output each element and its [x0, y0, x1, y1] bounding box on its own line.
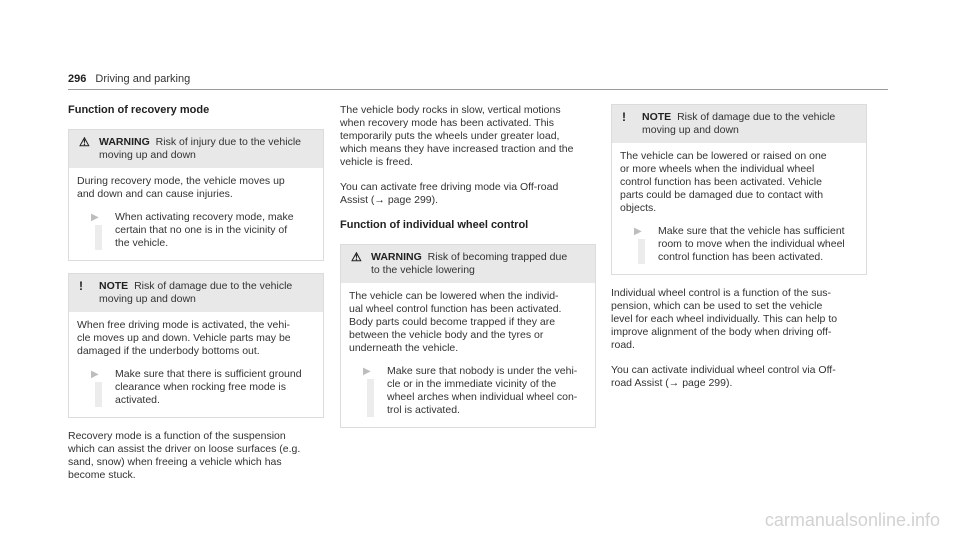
text-line: sand, snow) when freeing a vehicle which has: [68, 456, 282, 468]
header-rule: [68, 89, 888, 90]
text-line: temporarily puts the wheels under greater load,: [340, 130, 560, 142]
text-line: wheel arches when individual wheel con-: [387, 391, 578, 403]
column-1: [68, 104, 324, 494]
action-step: [91, 368, 315, 407]
note-box-wheel-damage: [611, 104, 867, 275]
note-text: [77, 319, 315, 358]
note-label: NOTE: [642, 111, 672, 123]
warning-box-body: [69, 168, 323, 260]
warning-box-header: [69, 130, 323, 168]
section-title: Driving and parking: [95, 73, 191, 85]
action-bar: [367, 379, 374, 417]
text-line: You can activate free driving mode via Off-road: [340, 181, 559, 193]
text-line: room to move when the individual wheel: [658, 238, 845, 250]
paragraph-activate-wheel-control: [611, 364, 867, 390]
text-line: Make sure that nobody is under the vehi-: [387, 365, 578, 377]
action-arrow-icon: ▶: [363, 366, 371, 377]
warning-box-injury: [68, 129, 324, 261]
text-line: cle or in the immediate vicinity of the: [387, 378, 557, 390]
text-line: control function has been activated. Vehicle: [620, 176, 822, 188]
text-line: parts could be damaged due to contact with: [620, 189, 824, 201]
warning-title-line: Risk of injury due to the vehicle: [155, 136, 301, 148]
text-line: During recovery mode, the vehicle moves up: [77, 175, 285, 187]
text-line: cle moves up and down. Vehicle parts may be: [77, 332, 291, 344]
paragraph-individual-wheel: [611, 287, 867, 352]
warning-triangle-icon: ⚠: [79, 135, 90, 149]
text-line: Make sure that there is sufficient ground: [115, 368, 302, 380]
text-line: when recovery mode has been activated. This: [340, 117, 555, 129]
text-line: certain that no one is in the vicinity of: [115, 224, 288, 236]
text-line: level for each wheel individually. This can help to: [611, 313, 838, 325]
text-line: The vehicle can be lowered when the individ-: [349, 290, 559, 302]
note-title-line: moving up and down: [642, 124, 739, 136]
paragraph-offroad-assist: [340, 181, 596, 207]
note-box-header: [612, 105, 866, 143]
warning-label: WARNING: [371, 251, 422, 263]
text-line: road.: [611, 339, 635, 351]
text-line: between the vehicle body and the tyres or: [349, 329, 544, 341]
page-number: 296: [68, 73, 87, 85]
text-line: Make sure that the vehicle has sufficient: [658, 225, 845, 237]
text-line: Body parts could become trapped if they are: [349, 316, 556, 328]
text-line: pension, which can be used to set the vehicle: [611, 300, 823, 312]
warning-title-line: moving up and down: [99, 149, 196, 161]
text-line: objects.: [620, 202, 657, 214]
section-heading-recovery-mode: Function of recovery mode: [68, 104, 210, 116]
text-line: clearance when rocking free mode is: [115, 381, 287, 393]
action-bar: [95, 382, 102, 407]
text-line: When free driving mode is activated, the vehi-: [77, 319, 291, 331]
page-reference-link[interactable]: Assist (→ page 299).: [340, 194, 439, 206]
action-bar: [638, 239, 645, 264]
warning-text: [77, 175, 315, 201]
page-header: [68, 73, 190, 86]
text-line: or more wheels when the individual wheel: [620, 163, 815, 175]
note-box-body: [69, 312, 323, 417]
paragraph-rocking: [340, 104, 596, 169]
note-box-header: [69, 274, 323, 312]
warning-title-line: to the vehicle lowering: [371, 264, 475, 276]
warning-box-body: [341, 283, 595, 427]
action-bar: [95, 225, 102, 250]
note-title-line: Risk of damage due to the vehicle: [134, 280, 293, 292]
text-line: The vehicle body rocks in slow, vertical motions: [340, 104, 561, 116]
action-arrow-icon: ▶: [634, 226, 642, 237]
action-step: [363, 365, 587, 417]
action-step: [634, 225, 858, 264]
warning-text: [349, 290, 587, 355]
note-title-line: moving up and down: [99, 293, 196, 305]
section-heading-individual-wheel: Function of individual wheel control: [340, 219, 529, 231]
text-line: vehicle is freed.: [340, 156, 413, 168]
text-line: damaged if the underbody bottoms out.: [77, 345, 260, 357]
text-line: the vehicle.: [115, 237, 169, 249]
text-line: ual wheel control function has been activated.: [349, 303, 562, 315]
exclamation-icon: !: [622, 110, 626, 124]
page-reference-link[interactable]: road Assist (→ page 299).: [611, 377, 733, 389]
text-line: trol is activated.: [387, 404, 460, 416]
column-3: [611, 104, 867, 402]
paragraph-recovery-function: [68, 430, 324, 482]
action-arrow-icon: ▶: [91, 369, 99, 380]
exclamation-icon: !: [79, 279, 83, 293]
text-line: and down and can cause injuries.: [77, 188, 233, 200]
text-line: Recovery mode is a function of the suspension: [68, 430, 286, 442]
warning-box-header: [341, 245, 595, 283]
warning-triangle-icon: ⚠: [351, 250, 362, 264]
text-line: control function has been activated.: [658, 251, 824, 263]
text-line: become stuck.: [68, 469, 136, 481]
text-line: Individual wheel control is a function of the sus-: [611, 287, 832, 299]
text-line: which means they have increased traction and the: [340, 143, 574, 155]
warning-box-trapped: [340, 244, 596, 428]
warning-label: WARNING: [99, 136, 150, 148]
column-2: [340, 104, 596, 440]
text-line: activated.: [115, 394, 160, 406]
note-text: [620, 150, 858, 215]
note-title-line: Risk of damage due to the vehicle: [677, 111, 836, 123]
text-line: You can activate individual wheel control via Off-: [611, 364, 836, 376]
note-box-damage: [68, 273, 324, 418]
text-line: When activating recovery mode, make: [115, 211, 294, 223]
note-label: NOTE: [99, 280, 129, 292]
text-line: The vehicle can be lowered or raised on one: [620, 150, 827, 162]
text-line: which can assist the driver on loose surfaces (e.g.: [68, 443, 301, 455]
note-box-body: [612, 143, 866, 274]
watermark: carmanualsonline.info: [764, 510, 940, 530]
text-line: improve alignment of the body when driving off-: [611, 326, 832, 338]
warning-title-line: Risk of becoming trapped due: [427, 251, 568, 263]
text-line: underneath the vehicle.: [349, 342, 459, 354]
action-step: [91, 211, 315, 250]
action-arrow-icon: ▶: [91, 212, 99, 223]
